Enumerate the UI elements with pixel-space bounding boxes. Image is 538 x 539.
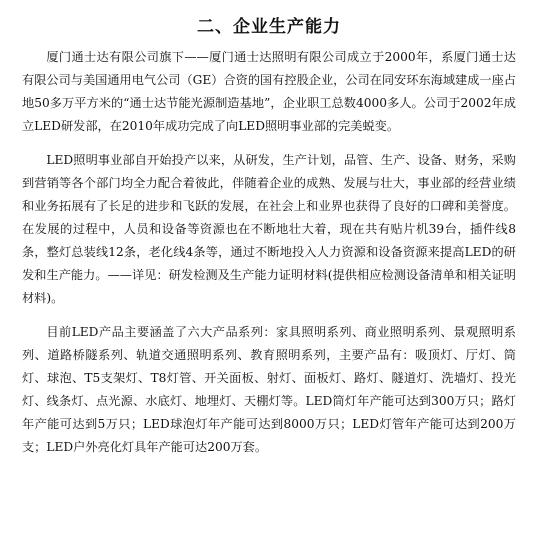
paragraph-product-lines: 目前LED产品主要涵盖了六大产品系列：家具照明系列、商业照明系列、景观照明系列、道路桥隧系列、轨道交通照明系列、教育照明系列，主要产品有：吸顶灯、厅灯、筒灯、球泡、T5支架灯、T8灯管、开关面板、射灯、面板灯、路灯、隧道灯、洗墙灯、投光灯、线条灯、点光源、水底灯、地埋灯、天棚灯等。LED筒灯年产能可达到300万只；路灯年产能可达到5万只；LED球泡灯年产能可达到8000万只；LED灯管年产能可达到200万支；LED户外亮化灯具年产能可达200万套。 [22,325,516,454]
section-title: 二、企业生产能力 [197,17,341,37]
paragraph-company-intro: 厦门通士达有限公司旗下——厦门通士达照明有限公司成立于2000年，系厦门通士达有限公司与美国通用电气公司（GE）合资的国有控股企业，公司在同安环东海域建成一座占地50多万平方米的“通士达节能光源制造基地”，企业职工总数4000多人。公司于2002年成立LED研发部，在2010年成功完成了向LED照明事业部的完美蜕变。 [22,50,516,133]
paragraph-led-division: LED照明事业部自开始投产以来，从研发，生产计划，品管、生产、设备、财务，采购到营销等各个部门均全力配合着彼此，伴随着企业的成熟、发展与壮大，事业部的经营业绩和业务拓展有了长足的进步和飞跃的发展，在社会上和业界也获得了良好的口碑和美誉度。在发展的过程中，人员和设备等资源也在不断地壮大着，现在共有贴片机39台，插件线8条，整灯总装线12条，老化线4条等，通过不断地投入人力资源和设备资源来提高LED的研发和生产能力。——详见：研发检测及生产能力证明材料(提供相应检测设备清单和相关证明材料)。 [22,153,516,305]
